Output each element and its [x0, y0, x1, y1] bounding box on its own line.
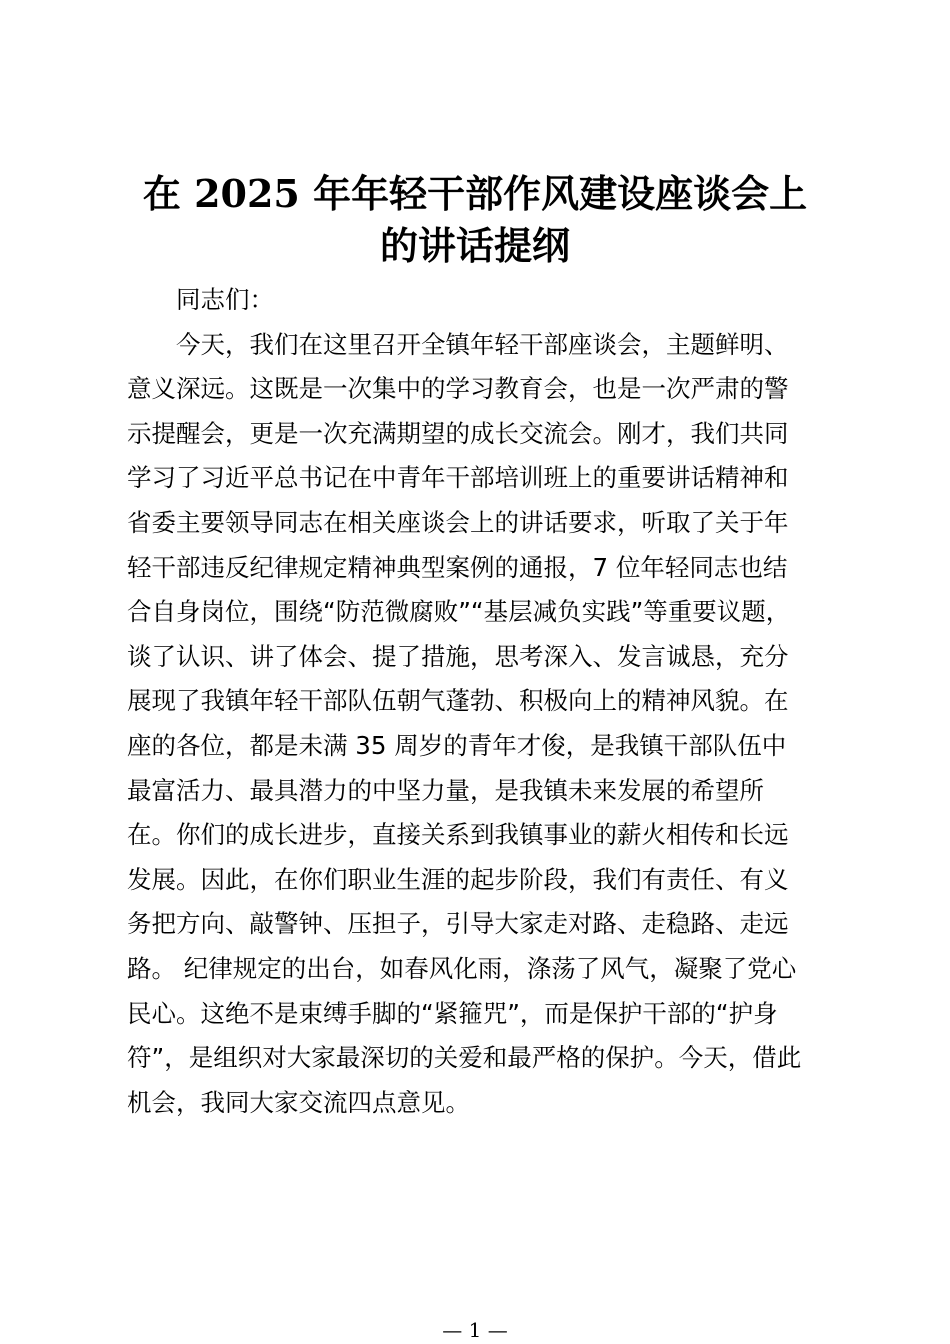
paragraph-line: 务把方向、敲警钟、压担子，引导大家走对路、走稳路、走远: [127, 909, 789, 939]
paragraph-line: 意义深远。这既是一次集中的学习教育会，也是一次严肃的警: [127, 374, 789, 404]
paragraph-line: 发展。因此，在你们职业生涯的起步阶段，我们有责任、有义: [127, 864, 789, 894]
paragraph-line: 座的各位，都是未满 35 周岁的青年才俊，是我镇干部队伍中: [127, 730, 787, 760]
paragraph-line: 符”，是组织对大家最深切的关爱和最严格的保护。今天，借此: [127, 1043, 802, 1073]
paragraph-line: 学习了习近平总书记在中青年干部培训班上的重要讲话精神和: [127, 463, 789, 493]
speech-body: [127, 278, 827, 1125]
paragraph-line: 民心。这绝不是束缚手脚的“紧箍咒”，而是保护干部的“护身: [127, 998, 778, 1028]
paragraph-line: 路。 纪律规定的出台，如春风化雨，涤荡了风气，凝聚了党心: [127, 953, 797, 983]
paragraph-line: 今天，我们在这里召开全镇年轻干部座谈会，主题鲜明、: [176, 329, 789, 359]
paragraph-line: 合自身岗位，围绕“防范微腐败”“基层减负实践”等重要议题，: [127, 597, 791, 627]
paragraph-line: 省委主要领导同志在相关座谈会上的讲话要求，听取了关于年: [127, 507, 789, 537]
title-line-1: 在 2025 年年轻干部作风建设座谈会上: [142, 171, 808, 216]
page-number: — 1 —: [442, 1318, 508, 1342]
document-title: [110, 168, 840, 272]
paragraph-line: 示提醒会，更是一次充满期望的成长交流会。刚才，我们共同: [127, 418, 789, 448]
paragraph-line: 机会，我同大家交流四点意见。: [127, 1087, 470, 1117]
paragraph-line: 展现了我镇年轻干部队伍朝气蓬勃、积极向上的精神风貌。在: [127, 686, 789, 716]
paragraph-line: 最富活力、最具潜力的中坚力量，是我镇未来发展的希望所: [127, 775, 764, 805]
paragraph-line: 轻干部违反纪律规定精神典型案例的通报，7 位年轻同志也结: [127, 552, 788, 582]
paragraph-line: 在。你们的成长进步，直接关系到我镇事业的薪火相传和长远: [127, 820, 789, 850]
paragraph-line: 谈了认识、讲了体会、提了措施，思考深入、发言诚恳，充分: [127, 641, 789, 671]
title-line-2: 的讲话提纲: [379, 223, 570, 268]
salutation: 同志们：: [176, 285, 274, 314]
